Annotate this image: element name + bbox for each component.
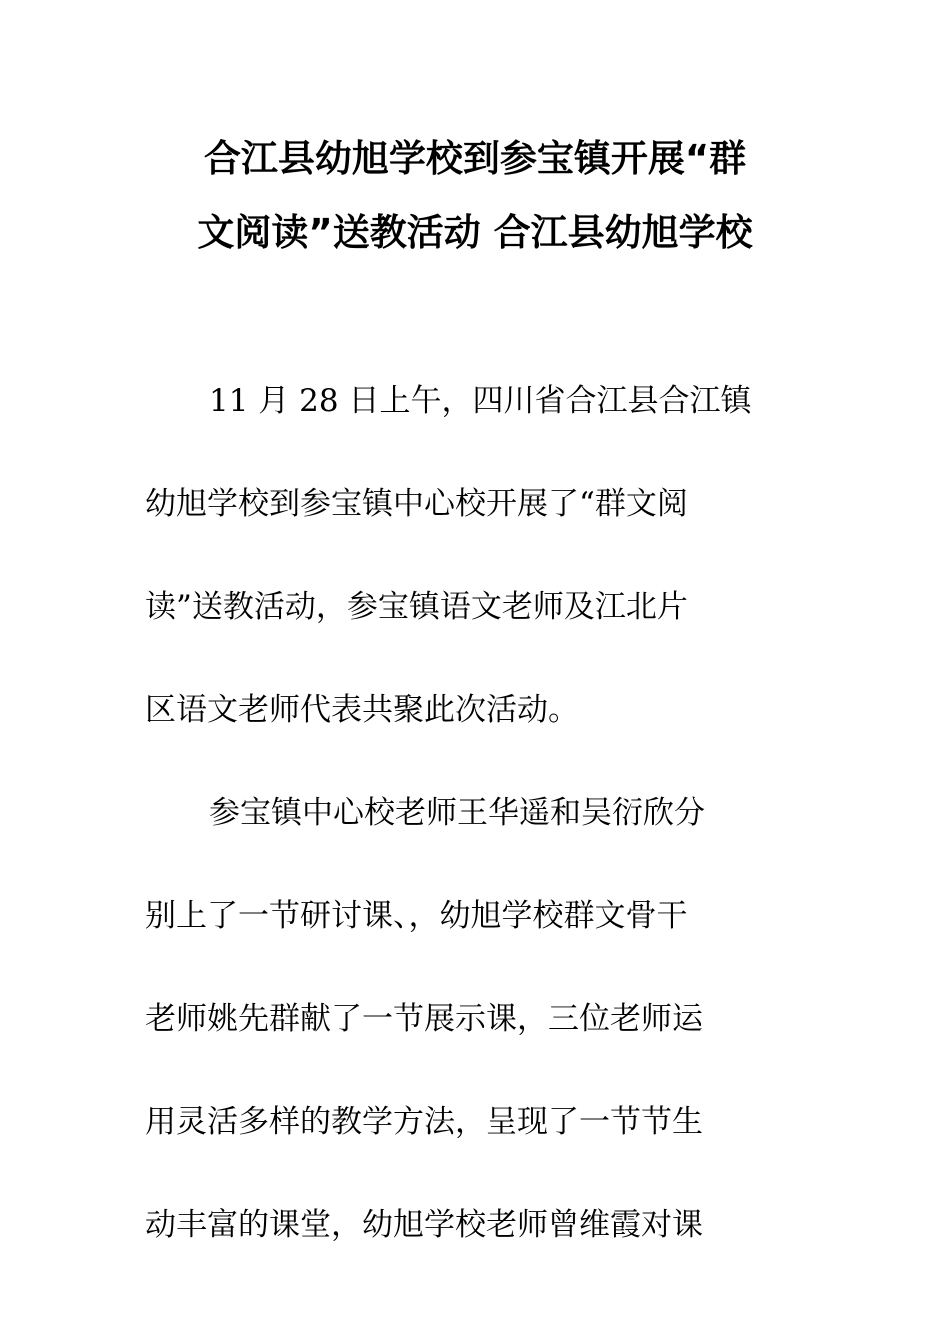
body-line: 老师姚先群献了一节展示课，三位老师运 — [145, 1001, 703, 1037]
body-line: 别上了一节研讨课、，幼旭学校群文骨干 — [145, 898, 688, 934]
body-line: 幼旭学校到参宝镇中心校开展了“群文阅 — [145, 486, 688, 522]
title-line-1: 合江县幼旭学校到参宝镇开展“群 — [203, 137, 747, 180]
body-line: 动丰富的课堂，幼旭学校老师曾维霞对课 — [145, 1207, 703, 1243]
body-line: 参宝镇中心校老师王华遥和吴衍欣分 — [209, 795, 705, 831]
title-line-2: 文阅读”送教活动 合江县幼旭学校 — [197, 211, 753, 254]
body-line: 用灵活多样的教学方法，呈现了一节节生 — [145, 1104, 703, 1140]
body-line: 11 月 28 日上午，四川省合江县合江镇 — [209, 383, 752, 419]
body-line: 区语文老师代表共聚此次活动。 — [145, 692, 579, 728]
document-body — [145, 365, 785, 1292]
body-line: 读”送教活动，参宝镇语文老师及江北片 — [145, 589, 688, 625]
document-title — [130, 122, 820, 270]
